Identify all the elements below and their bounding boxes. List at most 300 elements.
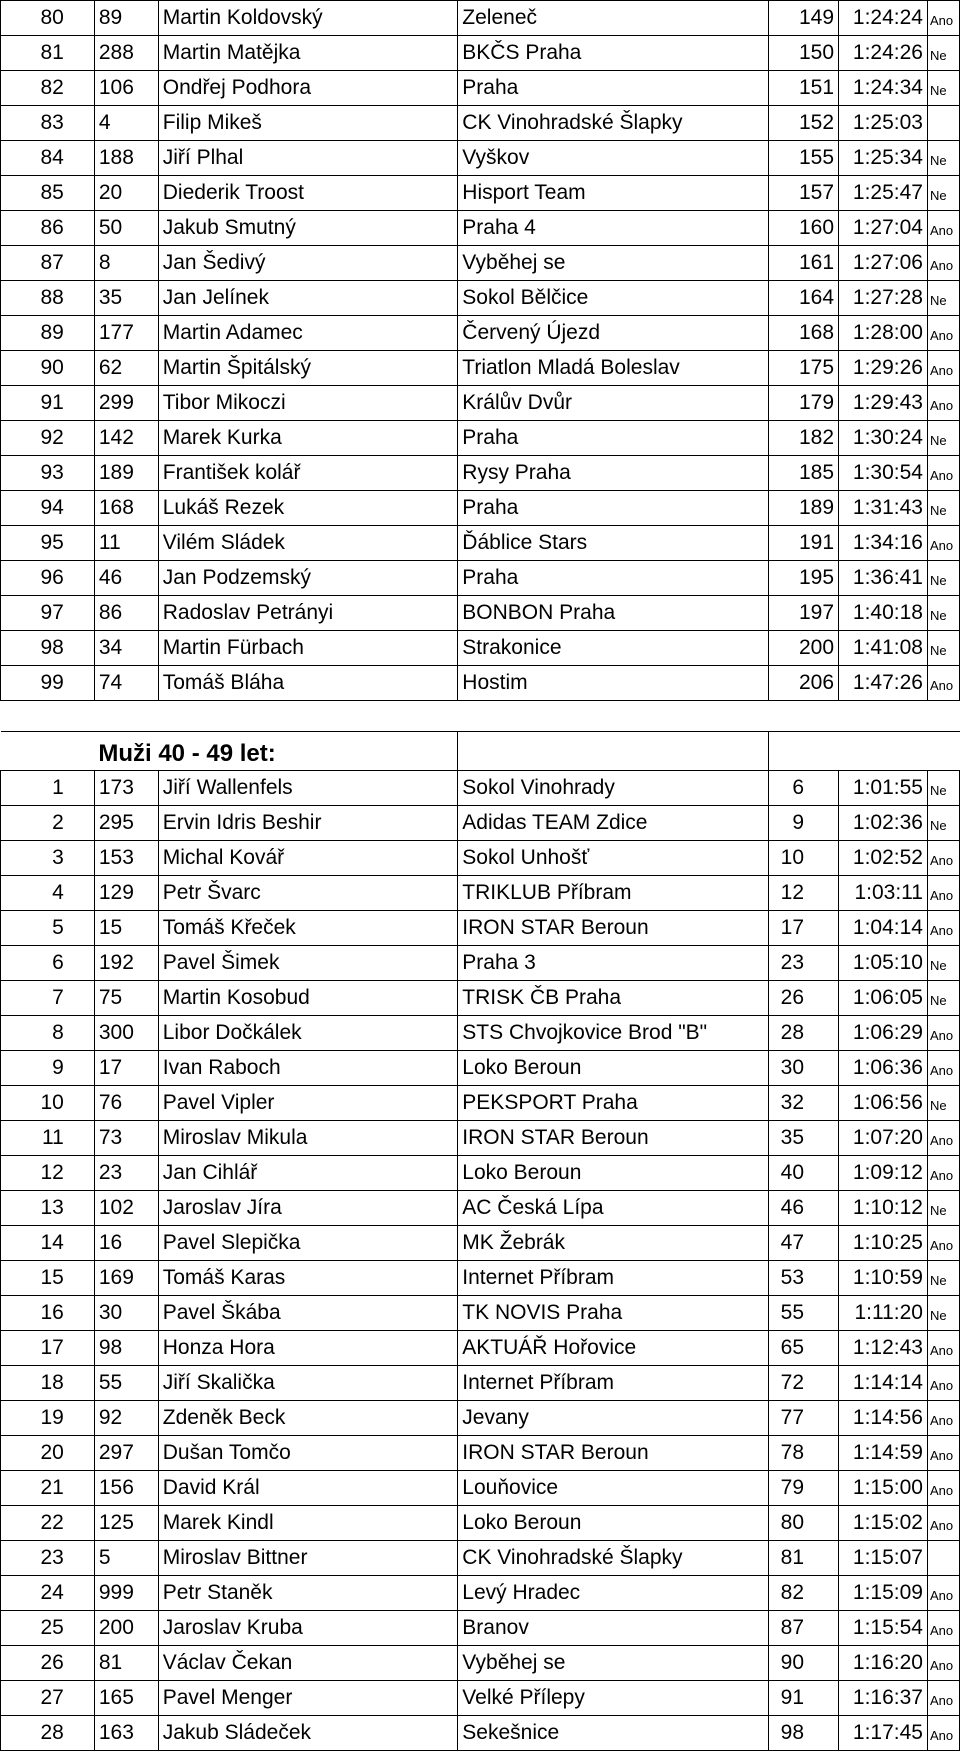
bib-cell: 34 — [94, 631, 158, 666]
club-cell: Sokol Bělčice — [458, 281, 769, 316]
overall-rank-cell: 195 — [769, 561, 839, 596]
overall-rank-cell: 80 — [769, 1506, 839, 1541]
name-cell: Miroslav Bittner — [158, 1541, 458, 1576]
overall-rank-cell: 160 — [769, 211, 839, 246]
overall-rank-cell: 35 — [769, 1121, 839, 1156]
overall-rank-cell: 40 — [769, 1156, 839, 1191]
table-row — [1, 351, 960, 386]
overall-rank-cell: 81 — [769, 1541, 839, 1576]
name-cell: Lukáš Rezek — [158, 491, 458, 526]
bib-cell: 8 — [94, 246, 158, 281]
club-cell: Branov — [458, 1611, 769, 1646]
time-cell: 1:10:25 — [839, 1226, 928, 1261]
overall-rank-cell: 189 — [769, 491, 839, 526]
club-cell: Králův Dvůr — [458, 386, 769, 421]
overall-rank-cell: 30 — [769, 1051, 839, 1086]
table-row — [1, 211, 960, 246]
time-cell: 1:27:06 — [839, 246, 928, 281]
club-cell: Sekešnice — [458, 1716, 769, 1751]
name-cell: Petr Staněk — [158, 1576, 458, 1611]
bib-cell: 169 — [94, 1261, 158, 1296]
flag-cell: Ne — [927, 1296, 959, 1331]
table-row — [1, 176, 960, 211]
overall-rank-cell: 98 — [769, 1716, 839, 1751]
overall-rank-cell: 26 — [769, 981, 839, 1016]
time-cell: 1:14:56 — [839, 1401, 928, 1436]
table-row — [1, 246, 960, 281]
time-cell: 1:30:24 — [839, 421, 928, 456]
time-cell: 1:29:26 — [839, 351, 928, 386]
table-row — [1, 1716, 960, 1751]
position-cell: 15 — [1, 1261, 95, 1296]
table-row — [1, 911, 960, 946]
name-cell: Jaroslav Kruba — [158, 1611, 458, 1646]
bib-cell: 168 — [94, 491, 158, 526]
name-cell: David Král — [158, 1471, 458, 1506]
club-cell: Levý Hradec — [458, 1576, 769, 1611]
position-cell: 86 — [1, 211, 95, 246]
time-cell: 1:10:59 — [839, 1261, 928, 1296]
position-cell: 21 — [1, 1471, 95, 1506]
flag-cell: Ne — [927, 561, 959, 596]
bib-cell: 106 — [94, 71, 158, 106]
overall-rank-cell: 87 — [769, 1611, 839, 1646]
overall-rank-cell: 55 — [769, 1296, 839, 1331]
name-cell: Petr Švarc — [158, 876, 458, 911]
bib-cell: 89 — [94, 1, 158, 36]
table-row — [1, 806, 960, 841]
name-cell: Martin Fürbach — [158, 631, 458, 666]
bib-cell: 188 — [94, 141, 158, 176]
club-cell: TRIKLUB Příbram — [458, 876, 769, 911]
table-row — [1, 946, 960, 981]
name-cell: Michal Kovář — [158, 841, 458, 876]
name-cell: Filip Mikeš — [158, 106, 458, 141]
table-row — [1, 561, 960, 596]
table-row — [1, 386, 960, 421]
table-row — [1, 1506, 960, 1541]
flag-cell — [927, 1541, 959, 1576]
table-row — [1, 981, 960, 1016]
time-cell: 1:06:56 — [839, 1086, 928, 1121]
time-cell: 1:16:37 — [839, 1681, 928, 1716]
overall-rank-cell: 23 — [769, 946, 839, 981]
bib-cell: 16 — [94, 1226, 158, 1261]
flag-cell: Ano — [927, 1646, 959, 1681]
results-block-men-40-49 — [1, 771, 960, 1751]
overall-rank-cell: 155 — [769, 141, 839, 176]
bib-cell: 165 — [94, 1681, 158, 1716]
time-cell: 1:40:18 — [839, 596, 928, 631]
bib-cell: 153 — [94, 841, 158, 876]
position-cell: 16 — [1, 1296, 95, 1331]
bib-cell: 30 — [94, 1296, 158, 1331]
time-cell: 1:17:45 — [839, 1716, 928, 1751]
flag-cell: Ne — [927, 421, 959, 456]
table-row — [1, 1646, 960, 1681]
results-block-continued — [1, 1, 960, 701]
club-cell: Strakonice — [458, 631, 769, 666]
overall-rank-cell: 197 — [769, 596, 839, 631]
time-cell: 1:30:54 — [839, 456, 928, 491]
time-cell: 1:27:28 — [839, 281, 928, 316]
position-cell: 11 — [1, 1121, 95, 1156]
club-cell: Praha — [458, 491, 769, 526]
position-cell: 82 — [1, 71, 95, 106]
bib-cell: 23 — [94, 1156, 158, 1191]
table-row — [1, 596, 960, 631]
flag-cell: Ano — [927, 1611, 959, 1646]
name-cell: Zdeněk Beck — [158, 1401, 458, 1436]
overall-rank-cell: 90 — [769, 1646, 839, 1681]
club-cell: Zeleneč — [458, 1, 769, 36]
bib-cell: 297 — [94, 1436, 158, 1471]
position-cell: 83 — [1, 106, 95, 141]
name-cell: Jiří Plhal — [158, 141, 458, 176]
time-cell: 1:09:12 — [839, 1156, 928, 1191]
bib-cell: 288 — [94, 36, 158, 71]
bib-cell: 163 — [94, 1716, 158, 1751]
flag-cell: Ano — [927, 1226, 959, 1261]
table-row — [1, 1436, 960, 1471]
name-cell: Jakub Smutný — [158, 211, 458, 246]
overall-rank-cell: 28 — [769, 1016, 839, 1051]
club-cell: STS Chvojkovice Brod "B" — [458, 1016, 769, 1051]
club-cell: AKTUÁŘ Hořovice — [458, 1331, 769, 1366]
name-cell: Pavel Škába — [158, 1296, 458, 1331]
position-cell: 13 — [1, 1191, 95, 1226]
bib-cell: 299 — [94, 386, 158, 421]
flag-cell: Ano — [927, 351, 959, 386]
flag-cell: Ne — [927, 631, 959, 666]
table-row — [1, 1086, 960, 1121]
bib-cell: 189 — [94, 456, 158, 491]
name-cell: František kolář — [158, 456, 458, 491]
name-cell: Ervin Idris Beshir — [158, 806, 458, 841]
club-cell: Sokol Unhošť — [458, 841, 769, 876]
table-row — [1, 841, 960, 876]
table-row — [1, 316, 960, 351]
flag-cell: Ano — [927, 1576, 959, 1611]
time-cell: 1:25:34 — [839, 141, 928, 176]
bib-cell: 74 — [94, 666, 158, 701]
table-row — [1, 281, 960, 316]
overall-rank-cell: 12 — [769, 876, 839, 911]
time-cell: 1:04:14 — [839, 911, 928, 946]
flag-cell: Ano — [927, 1156, 959, 1191]
table-row — [1, 1401, 960, 1436]
flag-cell: Ano — [927, 316, 959, 351]
time-cell: 1:03:11 — [839, 876, 928, 911]
overall-rank-cell: 151 — [769, 71, 839, 106]
time-cell: 1:27:04 — [839, 211, 928, 246]
position-cell: 85 — [1, 176, 95, 211]
table-row — [1, 1191, 960, 1226]
bib-cell: 300 — [94, 1016, 158, 1051]
name-cell: Pavel Šimek — [158, 946, 458, 981]
overall-rank-cell: 168 — [769, 316, 839, 351]
flag-cell: Ne — [927, 141, 959, 176]
time-cell: 1:24:26 — [839, 36, 928, 71]
time-cell: 1:25:47 — [839, 176, 928, 211]
position-cell: 87 — [1, 246, 95, 281]
position-cell: 6 — [1, 946, 95, 981]
overall-rank-cell: 72 — [769, 1366, 839, 1401]
bib-cell: 98 — [94, 1331, 158, 1366]
club-cell: MK Žebrák — [458, 1226, 769, 1261]
position-cell: 7 — [1, 981, 95, 1016]
club-cell: CK Vinohradské Šlapky — [458, 106, 769, 141]
bib-cell: 192 — [94, 946, 158, 981]
club-cell: TK NOVIS Praha — [458, 1296, 769, 1331]
section-header — [1, 732, 960, 771]
bib-cell: 62 — [94, 351, 158, 386]
time-cell: 1:15:09 — [839, 1576, 928, 1611]
club-cell: Internet Příbram — [458, 1261, 769, 1296]
name-cell: Jakub Sládeček — [158, 1716, 458, 1751]
club-cell: Červený Újezd — [458, 316, 769, 351]
time-cell: 1:12:43 — [839, 1331, 928, 1366]
section-gap — [1, 701, 960, 732]
position-cell: 25 — [1, 1611, 95, 1646]
bib-cell: 295 — [94, 806, 158, 841]
time-cell: 1:05:10 — [839, 946, 928, 981]
position-cell: 99 — [1, 666, 95, 701]
club-cell: Loko Beroun — [458, 1051, 769, 1086]
position-cell: 8 — [1, 1016, 95, 1051]
club-cell: PEKSPORT Praha — [458, 1086, 769, 1121]
bib-cell: 92 — [94, 1401, 158, 1436]
flag-cell: Ano — [927, 911, 959, 946]
table-row — [1, 1226, 960, 1261]
club-cell: Adidas TEAM Zdice — [458, 806, 769, 841]
flag-cell — [927, 106, 959, 141]
bib-cell: 86 — [94, 596, 158, 631]
name-cell: Ivan Raboch — [158, 1051, 458, 1086]
club-cell: Jevany — [458, 1401, 769, 1436]
time-cell: 1:15:02 — [839, 1506, 928, 1541]
club-cell: Louňovice — [458, 1471, 769, 1506]
bib-cell: 35 — [94, 281, 158, 316]
position-cell: 2 — [1, 806, 95, 841]
overall-rank-cell: 32 — [769, 1086, 839, 1121]
position-cell: 4 — [1, 876, 95, 911]
flag-cell: Ne — [927, 281, 959, 316]
bib-cell: 76 — [94, 1086, 158, 1121]
table-row — [1, 1, 960, 36]
table-row — [1, 71, 960, 106]
club-cell: Loko Beroun — [458, 1156, 769, 1191]
club-cell: Rysy Praha — [458, 456, 769, 491]
name-cell: Honza Hora — [158, 1331, 458, 1366]
overall-rank-cell: 157 — [769, 176, 839, 211]
flag-cell: Ne — [927, 491, 959, 526]
bib-cell: 5 — [94, 1541, 158, 1576]
position-cell: 3 — [1, 841, 95, 876]
name-cell: Martin Adamec — [158, 316, 458, 351]
club-cell: AC Česká Lípa — [458, 1191, 769, 1226]
position-cell: 81 — [1, 36, 95, 71]
bib-cell: 46 — [94, 561, 158, 596]
flag-cell: Ano — [927, 456, 959, 491]
table-row — [1, 526, 960, 561]
flag-cell: Ano — [927, 666, 959, 701]
position-cell: 1 — [1, 771, 95, 806]
overall-rank-cell: 82 — [769, 1576, 839, 1611]
name-cell: Vilém Sládek — [158, 526, 458, 561]
name-cell: Jiří Skalička — [158, 1366, 458, 1401]
club-cell: BONBON Praha — [458, 596, 769, 631]
club-cell: Praha — [458, 71, 769, 106]
position-cell: 94 — [1, 491, 95, 526]
bib-cell: 4 — [94, 106, 158, 141]
bib-cell: 15 — [94, 911, 158, 946]
club-cell: Loko Beroun — [458, 1506, 769, 1541]
position-cell: 24 — [1, 1576, 95, 1611]
overall-rank-cell: 206 — [769, 666, 839, 701]
name-cell: Marek Kindl — [158, 1506, 458, 1541]
flag-cell: Ne — [927, 176, 959, 211]
table-row — [1, 1016, 960, 1051]
flag-cell: Ano — [927, 876, 959, 911]
position-cell: 97 — [1, 596, 95, 631]
overall-rank-cell: 47 — [769, 1226, 839, 1261]
overall-rank-cell: 79 — [769, 1471, 839, 1506]
table-row — [1, 631, 960, 666]
flag-cell: Ano — [927, 1016, 959, 1051]
flag-cell: Ano — [927, 211, 959, 246]
club-cell: Praha — [458, 421, 769, 456]
position-cell: 90 — [1, 351, 95, 386]
name-cell: Martin Kosobud — [158, 981, 458, 1016]
time-cell: 1:15:00 — [839, 1471, 928, 1506]
name-cell: Tomáš Karas — [158, 1261, 458, 1296]
table-row — [1, 141, 960, 176]
name-cell: Pavel Slepička — [158, 1226, 458, 1261]
position-cell: 27 — [1, 1681, 95, 1716]
name-cell: Jan Cihlář — [158, 1156, 458, 1191]
bib-cell: 73 — [94, 1121, 158, 1156]
table-row — [1, 1156, 960, 1191]
flag-cell: Ne — [927, 946, 959, 981]
club-cell: Vyběhej se — [458, 246, 769, 281]
name-cell: Pavel Vipler — [158, 1086, 458, 1121]
section-title: Muži 40 - 49 let: — [94, 732, 457, 771]
flag-cell: Ne — [927, 1261, 959, 1296]
time-cell: 1:06:36 — [839, 1051, 928, 1086]
name-cell: Václav Čekan — [158, 1646, 458, 1681]
club-cell: Hisport Team — [458, 176, 769, 211]
position-cell: 93 — [1, 456, 95, 491]
time-cell: 1:06:29 — [839, 1016, 928, 1051]
time-cell: 1:10:12 — [839, 1191, 928, 1226]
position-cell: 98 — [1, 631, 95, 666]
position-cell: 96 — [1, 561, 95, 596]
table-row — [1, 1611, 960, 1646]
table-row — [1, 456, 960, 491]
flag-cell: Ano — [927, 1366, 959, 1401]
club-cell: Internet Příbram — [458, 1366, 769, 1401]
position-cell: 23 — [1, 1541, 95, 1576]
name-cell: Jan Podzemský — [158, 561, 458, 596]
table-row — [1, 1366, 960, 1401]
time-cell: 1:16:20 — [839, 1646, 928, 1681]
overall-rank-cell: 161 — [769, 246, 839, 281]
table-row — [1, 1541, 960, 1576]
overall-rank-cell: 179 — [769, 386, 839, 421]
overall-rank-cell: 46 — [769, 1191, 839, 1226]
table-row — [1, 1261, 960, 1296]
overall-rank-cell: 191 — [769, 526, 839, 561]
overall-rank-cell: 152 — [769, 106, 839, 141]
flag-cell: Ne — [927, 1191, 959, 1226]
flag-cell: Ne — [927, 71, 959, 106]
bib-cell: 125 — [94, 1506, 158, 1541]
flag-cell: Ano — [927, 1436, 959, 1471]
name-cell: Marek Kurka — [158, 421, 458, 456]
overall-rank-cell: 149 — [769, 1, 839, 36]
time-cell: 1:47:26 — [839, 666, 928, 701]
bib-cell: 999 — [94, 1576, 158, 1611]
flag-cell: Ano — [927, 386, 959, 421]
club-cell: Vyškov — [458, 141, 769, 176]
club-cell: Sokol Vinohrady — [458, 771, 769, 806]
overall-rank-cell: 65 — [769, 1331, 839, 1366]
club-cell: IRON STAR Beroun — [458, 1436, 769, 1471]
flag-cell: Ne — [927, 1086, 959, 1121]
bib-cell: 75 — [94, 981, 158, 1016]
position-cell: 89 — [1, 316, 95, 351]
overall-rank-cell: 164 — [769, 281, 839, 316]
time-cell: 1:14:59 — [839, 1436, 928, 1471]
name-cell: Tibor Mikoczi — [158, 386, 458, 421]
club-cell: IRON STAR Beroun — [458, 1121, 769, 1156]
bib-cell: 102 — [94, 1191, 158, 1226]
position-cell: 9 — [1, 1051, 95, 1086]
overall-rank-cell: 17 — [769, 911, 839, 946]
position-cell: 84 — [1, 141, 95, 176]
position-cell: 5 — [1, 911, 95, 946]
name-cell: Diederik Troost — [158, 176, 458, 211]
bib-cell: 173 — [94, 771, 158, 806]
bib-cell: 156 — [94, 1471, 158, 1506]
time-cell: 1:24:24 — [839, 1, 928, 36]
table-row — [1, 876, 960, 911]
flag-cell: Ne — [927, 596, 959, 631]
overall-rank-cell: 150 — [769, 36, 839, 71]
flag-cell: Ano — [927, 526, 959, 561]
time-cell: 1:02:52 — [839, 841, 928, 876]
bib-cell: 200 — [94, 1611, 158, 1646]
name-cell: Tomáš Křeček — [158, 911, 458, 946]
position-cell: 19 — [1, 1401, 95, 1436]
name-cell: Libor Dočkálek — [158, 1016, 458, 1051]
club-cell: Praha 4 — [458, 211, 769, 246]
flag-cell: Ano — [927, 1506, 959, 1541]
flag-cell: Ano — [927, 1331, 959, 1366]
club-cell: CK Vinohradské Šlapky — [458, 1541, 769, 1576]
position-cell: 18 — [1, 1366, 95, 1401]
table-row — [1, 1121, 960, 1156]
flag-cell: Ne — [927, 806, 959, 841]
position-cell: 20 — [1, 1436, 95, 1471]
name-cell: Jan Jelínek — [158, 281, 458, 316]
flag-cell: Ano — [927, 1471, 959, 1506]
bib-cell: 17 — [94, 1051, 158, 1086]
overall-rank-cell: 175 — [769, 351, 839, 386]
time-cell: 1:15:54 — [839, 1611, 928, 1646]
club-cell: Vyběhej se — [458, 1646, 769, 1681]
